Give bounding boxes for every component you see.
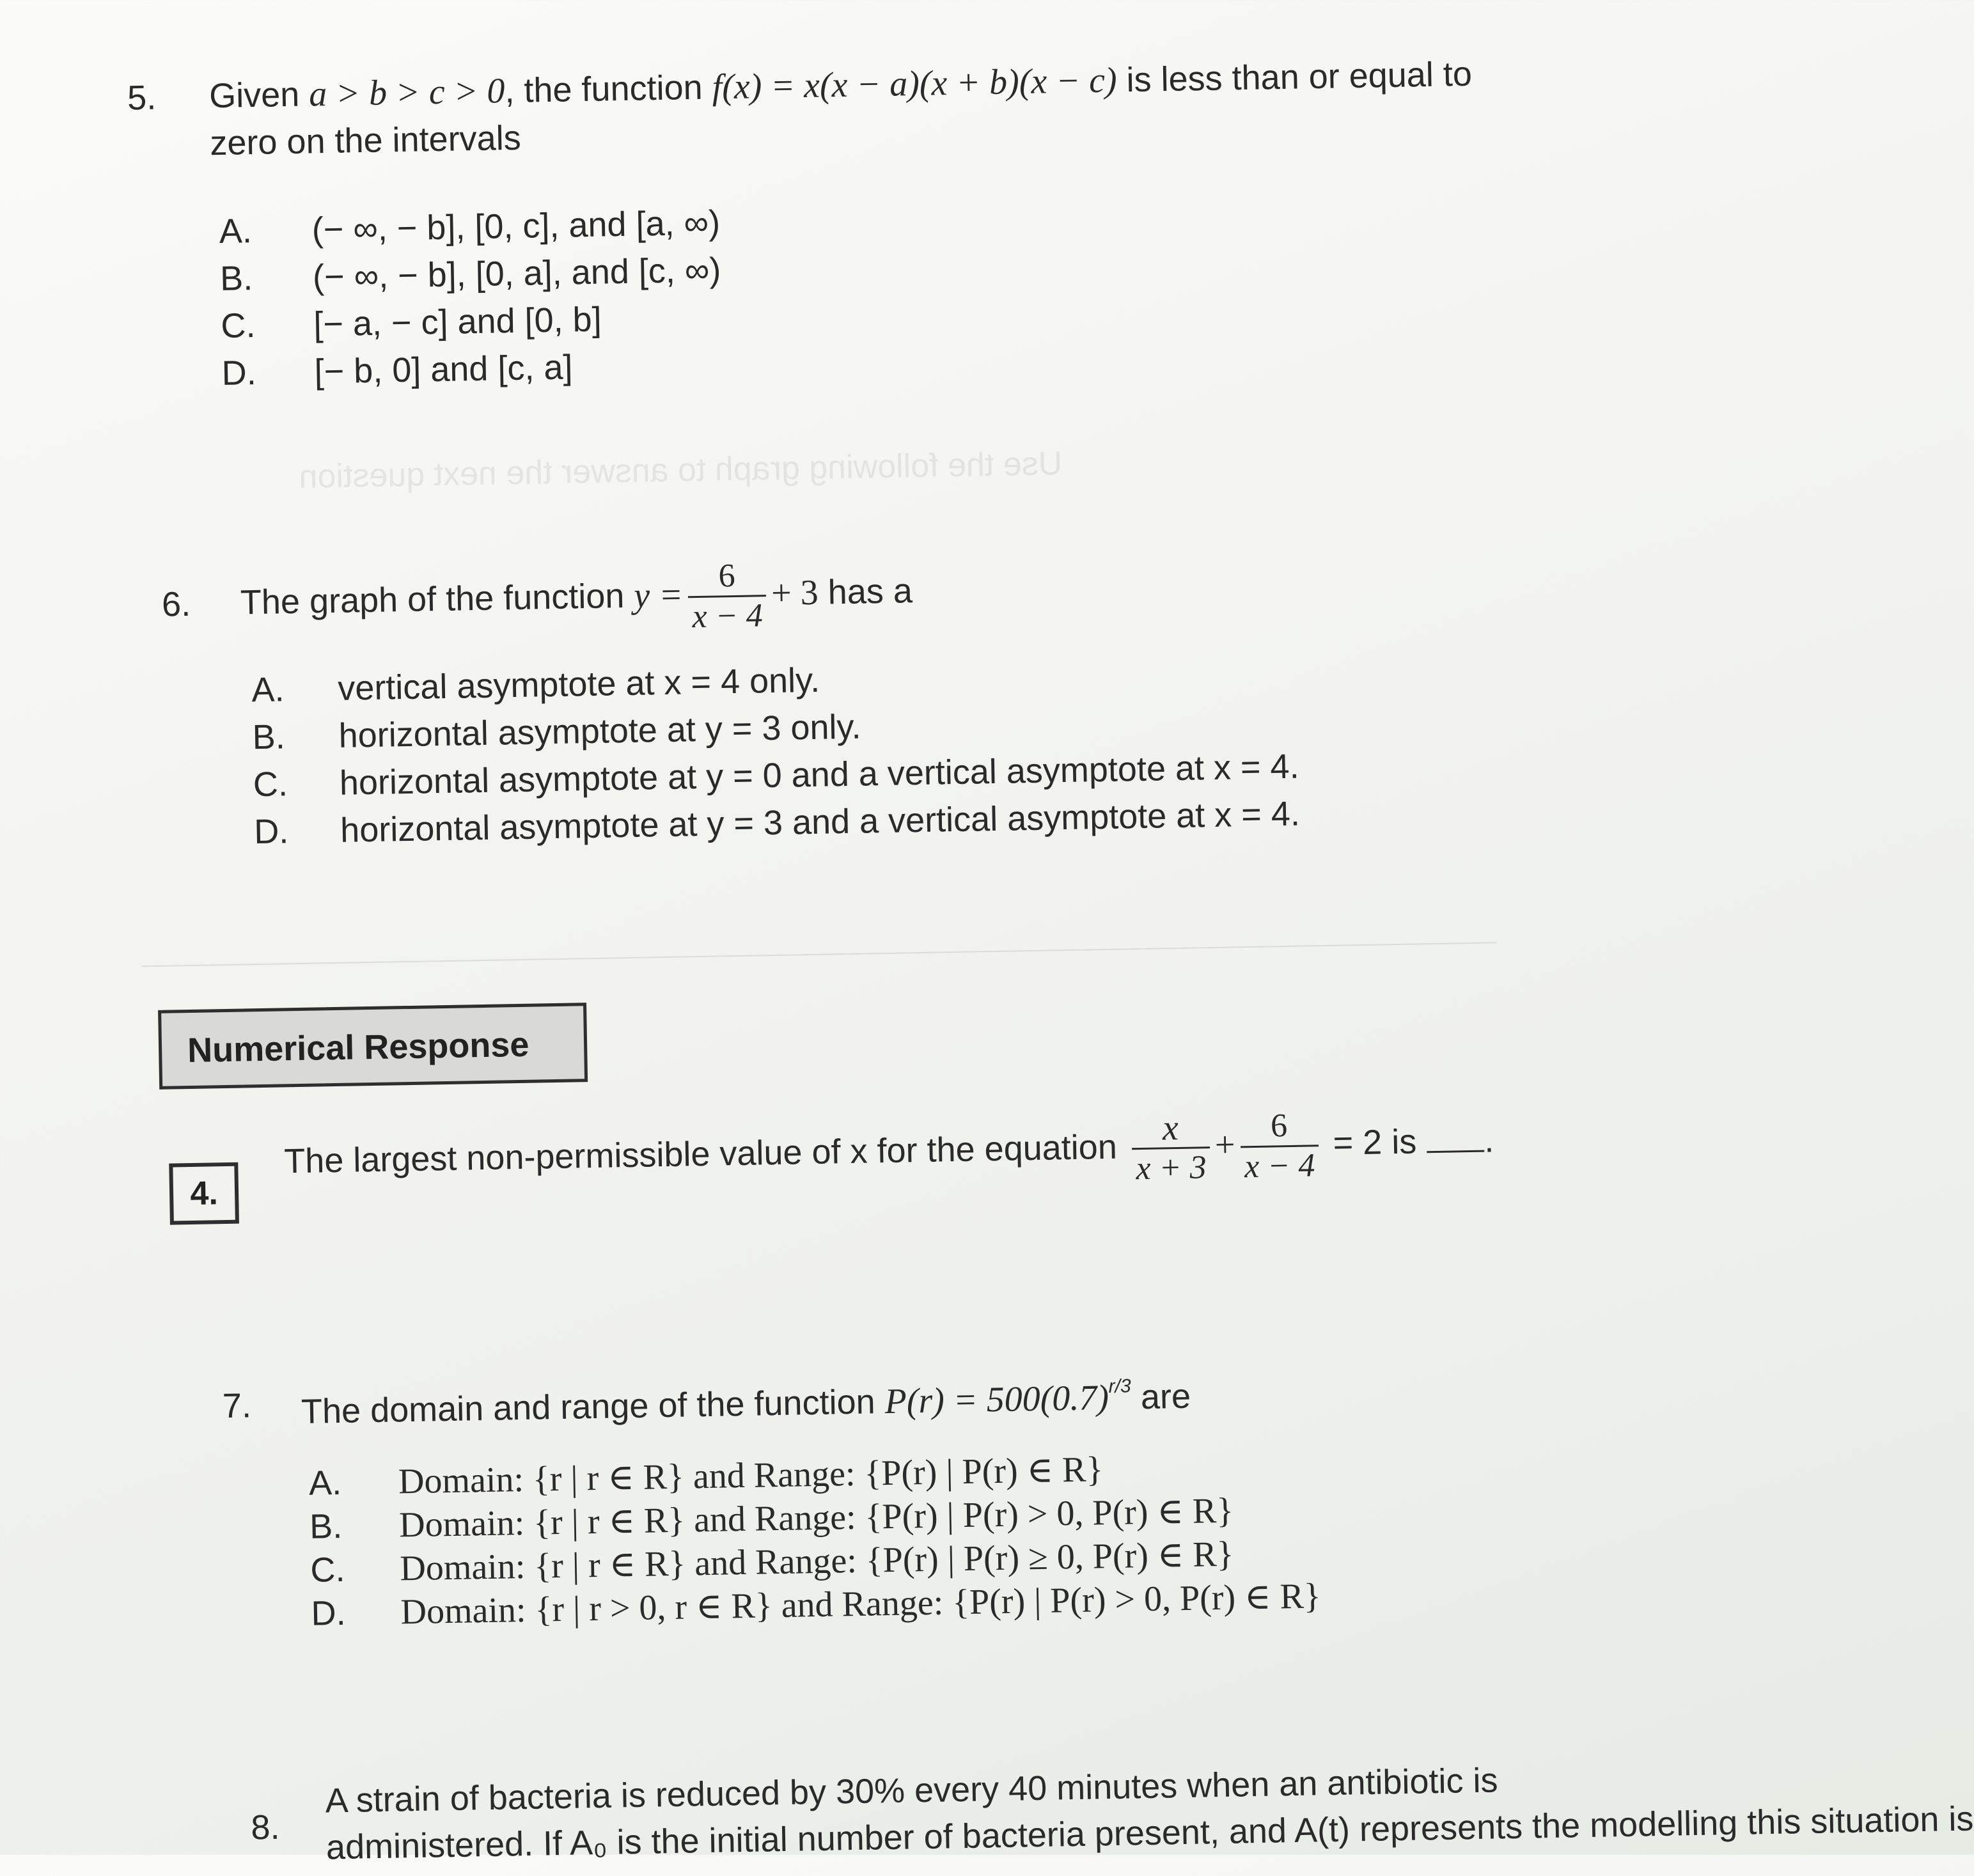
stem-text: modelling this situation is — [1589, 1799, 1974, 1845]
option-letter: C. — [220, 306, 256, 345]
answer-options — [219, 203, 721, 398]
option-text: Domain: {r | r ∈ R} and Range: {P(r) | P(r) > 0, P(r) ∈ R} — [398, 1490, 1234, 1545]
option-letter: D. — [253, 812, 289, 852]
fraction-denominator: x + 3 — [1135, 1149, 1207, 1187]
function-expression: P(r) = 500(0.7) — [884, 1377, 1109, 1422]
stem-text: has a — [827, 572, 913, 612]
option-text: (− ∞, − b], [0, c], and [a, ∞) — [311, 203, 721, 249]
stem-text: , the function — [504, 68, 703, 111]
option-text: horizontal asymptote at y = 3 and a vertical asymptote at x = 4. — [340, 794, 1301, 850]
option-b[interactable] — [309, 1490, 1234, 1547]
stem-text: The largest non-permissible value of x for the equation — [283, 1127, 1118, 1181]
equation-rhs: = 2 is — [1333, 1122, 1417, 1162]
option-d[interactable] — [253, 794, 1301, 856]
question-stem — [283, 1095, 1494, 1206]
option-text: (− ∞, − b], [0, a], and [c, ∞) — [312, 251, 721, 297]
option-text: horizontal asymptote at y = 0 and a vertical asymptote at x = 4. — [339, 747, 1300, 802]
option-b[interactable] — [252, 707, 861, 762]
fraction — [1240, 1106, 1319, 1186]
option-text: Domain: {r | r > 0, r ∈ R} and Range: {P(r) | P(r) > 0, P(r) ∈ R} — [400, 1576, 1322, 1632]
option-letter: C. — [309, 1550, 345, 1590]
fraction-numerator: 6 — [1240, 1106, 1319, 1148]
fraction — [1131, 1108, 1210, 1188]
stem-text: Given — [208, 75, 300, 116]
answer-blank[interactable] — [1427, 1150, 1485, 1153]
question-number: 5. — [127, 78, 157, 118]
question-stem — [209, 51, 1473, 119]
function-expression: f(x) = x(x − a)(x + b)(x − c) — [712, 60, 1118, 107]
question-stem-line-2: zero on the intervals — [209, 118, 522, 163]
stem-text: The domain and range of the function — [301, 1382, 876, 1432]
option-c[interactable] — [309, 1534, 1235, 1591]
fraction-denominator: x − 4 — [692, 597, 764, 636]
plus-sign: + — [1214, 1125, 1236, 1166]
option-text: [− b, 0] and [c, a] — [314, 348, 573, 391]
question-stem — [240, 549, 913, 645]
fraction-numerator: x — [1131, 1108, 1210, 1150]
question-number-box: 4. — [169, 1162, 239, 1225]
option-text: vertical asymptote at x = 4 only. — [337, 661, 820, 708]
answer-options — [251, 661, 1301, 856]
stem-text: The graph of the function — [240, 577, 625, 622]
option-a[interactable] — [308, 1450, 1104, 1504]
function-constant: + 3 — [771, 572, 819, 614]
option-letter: A. — [219, 212, 253, 251]
bleed-through-text: Use the following graph to answer the next question — [299, 445, 1063, 496]
option-text: horizontal asymptote at y = 3 only. — [338, 707, 861, 755]
option-letter: A. — [251, 670, 285, 710]
option-letter: B. — [309, 1506, 343, 1546]
exponent: r/3 — [1108, 1375, 1131, 1397]
option-text: Domain: {r | r ∈ R} and Range: {P(r) | P(r) ∈ R} — [398, 1450, 1104, 1502]
option-letter: B. — [219, 259, 253, 298]
option-a[interactable] — [251, 661, 820, 714]
option-letter: D. — [221, 354, 257, 393]
option-d[interactable] — [221, 348, 573, 398]
question-number: 7. — [222, 1386, 252, 1426]
stem-text: are — [1140, 1377, 1191, 1417]
question-number: 6. — [161, 584, 191, 624]
option-letter: A. — [308, 1463, 342, 1503]
fraction — [687, 556, 767, 636]
answer-options — [308, 1450, 1322, 1634]
question-number: 8. — [250, 1808, 280, 1847]
stem-math: a > b > c > 0 — [308, 71, 505, 114]
fraction-denominator: x − 4 — [1244, 1147, 1315, 1185]
section-header-box — [158, 1003, 588, 1090]
option-letter: B. — [252, 717, 286, 757]
page-divider — [141, 942, 1497, 967]
option-text: [− a, − c] and [0, b] — [313, 300, 602, 344]
end-punctuation: . — [1484, 1121, 1494, 1160]
function-lhs: y = — [633, 575, 684, 616]
stem-text: administered. If A₀ is the initial number of bacteria present, and A(t) represents the — [325, 1806, 1581, 1867]
question-stem-line-1: A strain of bacteria is reduced by 30% every 40 minutes when an antibiotic is — [325, 1761, 1498, 1820]
question-5 — [0, 0, 1753, 393]
option-letter: C. — [253, 765, 288, 804]
section-title: Numerical Response — [187, 1025, 529, 1070]
option-letter: D. — [311, 1593, 347, 1633]
stem-text: is less than or equal to — [1126, 54, 1473, 100]
question-stem — [301, 1350, 1191, 1447]
option-text: Domain: {r | r ∈ R} and Range: {P(r) | P(r) ≥ 0, P(r) ∈ R} — [399, 1534, 1235, 1589]
option-b[interactable] — [219, 251, 721, 303]
fraction-numerator: 6 — [687, 556, 766, 598]
